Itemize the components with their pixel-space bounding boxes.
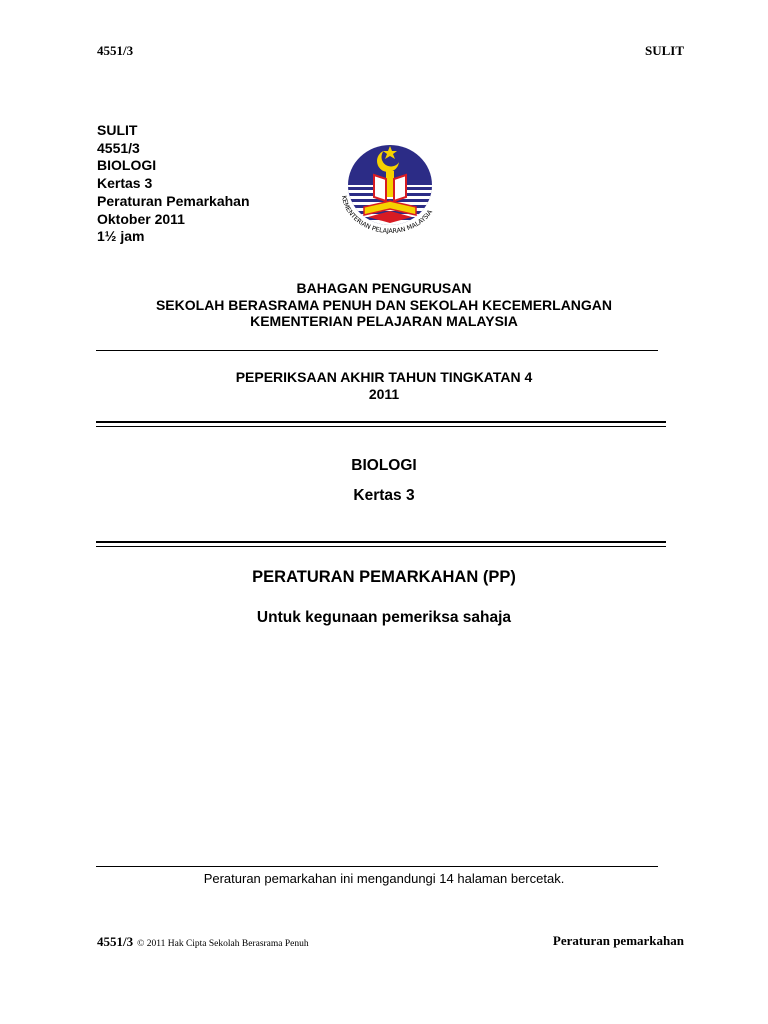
footer-left	[97, 933, 309, 951]
ministry-logo-graphic	[330, 135, 450, 245]
meta-line: 1½ jam	[97, 228, 145, 245]
footer-code: 4551/3	[97, 934, 134, 949]
divider-double	[96, 541, 666, 547]
institution-line: KEMENTERIAN PELAJARAN MALAYSIA	[250, 313, 518, 329]
institution-line: BAHAGAN PENGURUSAN	[296, 280, 472, 296]
logo-ring-text: KEMENTERIAN PELAJARAN MALAYSIA	[340, 195, 435, 236]
meta-line: Oktober 2011	[97, 210, 185, 227]
meta-block	[97, 122, 250, 246]
footer-right: Peraturan pemarkahan	[552, 933, 684, 948]
subject-paper: Kertas 3	[353, 487, 415, 504]
divider-thin	[96, 866, 658, 867]
institution-line: SEKOLAH BERASRAMA PENUH DAN SEKOLAH KECEMERLANGAN	[155, 296, 613, 313]
meta-line: 4551/3	[97, 139, 140, 156]
meta-line: Kertas 3	[97, 175, 153, 192]
exam-year: 2011	[368, 385, 400, 402]
meta-line: Peraturan Pemarkahan	[97, 192, 250, 209]
meta-line: SULIT	[97, 122, 138, 138]
meta-line: BIOLOGI	[97, 157, 157, 174]
scheme-usage: Untuk kegunaan pemeriksa sahaja	[256, 609, 512, 626]
header-code: 4551/3	[97, 43, 134, 58]
footer-copyright: © 2011 Hak Cipta Sekolah Berasrama Penuh	[137, 939, 309, 949]
ministry-logo	[330, 135, 450, 245]
divider-thin	[96, 350, 658, 351]
scheme-title: PERATURAN PEMARKAHAN (PP)	[252, 568, 516, 586]
divider-double	[96, 421, 666, 427]
pages-note: Peraturan pemarkahan ini mengandungi 14 halaman bercetak.	[203, 871, 565, 886]
exam-title: PEPERIKSAAN AKHIR TAHUN TINGKATAN 4	[235, 369, 533, 385]
exam-block	[0, 369, 768, 402]
institution-block	[0, 280, 768, 330]
header-classification: SULIT	[644, 43, 684, 58]
subject-name: BIOLOGI	[351, 457, 417, 474]
